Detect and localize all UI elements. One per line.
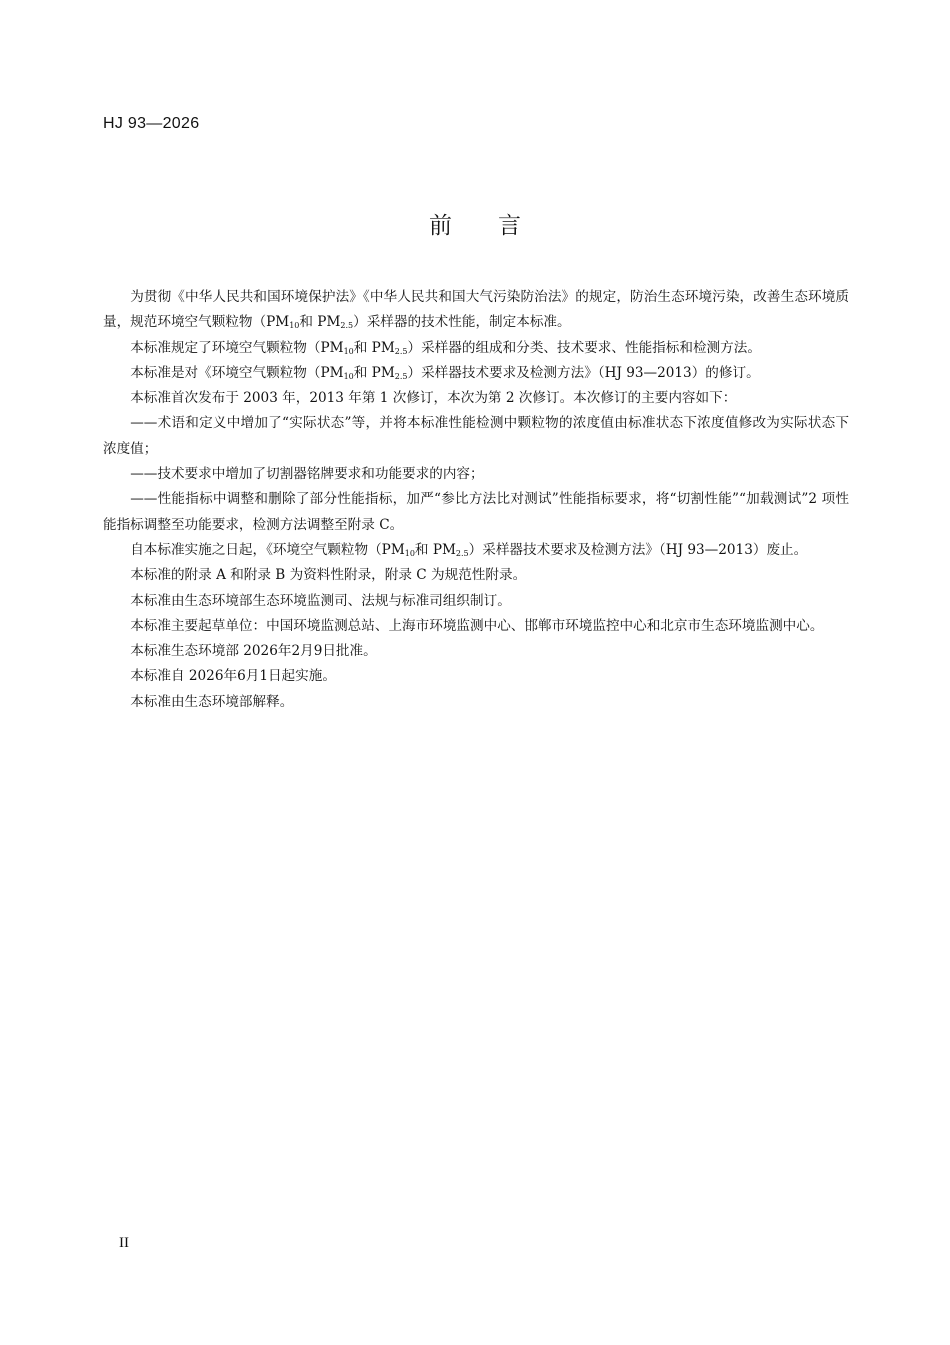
paragraph-drafters: 本标准主要起草单位：中国环境监测总站、上海市环境监测中心、邯郸市环境监控中心和北京市生态环境监测中心。 <box>130 617 824 634</box>
title-char-1: 前 <box>429 213 452 239</box>
paragraph-approval: 本标准生态环境部 2026年2月9日批准。 <box>130 643 377 660</box>
paragraph-change-3: ——性能指标中调整和删除了部分性能指标，加严“参比方法比对测试”性能指标要求，将“切割性能”“加载测试”2 项性能指标调整至功能要求，检测方法调整至附录 C。 <box>103 491 849 533</box>
paragraph-history: 本标准首次发布于 2003 年，2013 年第 1 次修订，本次为第 2 次修订。本次修订的主要内容如下： <box>130 390 737 407</box>
foreword-body <box>103 285 849 715</box>
paragraph-abolish: 自本标准实施之日起，《环境空气颗粒物（$PM_{10}$和 $PM_{2.5}$）采样器技术要求及检测方法》（HJ 93—2013）废止。 <box>130 541 808 558</box>
standard-code: HJ 93—2026 <box>103 115 200 132</box>
paragraph-change-1: ——术语和定义中增加了“实际状态”等，并将本标准性能检测中颗粒物的浓度值由标准状态下浓度值修改为实际状态下浓度值； <box>103 415 849 457</box>
paragraph-interpretation: 本标准由生态环境部解释。 <box>130 693 294 710</box>
paragraph-scope: 本标准规定了环境空气颗粒物（$PM_{10}$和 $PM_{2.5}$）采样器的组成和分类、技术要求、性能指标和检测方法。 <box>130 339 761 356</box>
title-char-2: 言 <box>498 213 521 239</box>
paragraph-purpose: 为贯彻《中华人民共和国环境保护法》《中华人民共和国大气污染防治法》的规定，防治生态环境污染，改善生态环境质量，规范环境空气颗粒物（$PM_{10}$和 $PM_{2.5}$）采样器的技术性能，制定本标准。 <box>103 289 849 331</box>
paragraph-effective: 本标准自 2026年6月1日起实施。 <box>130 668 336 685</box>
page-number: II <box>119 1235 129 1251</box>
paragraph-organizer: 本标准由生态环境部生态环境监测司、法规与标准司组织制订。 <box>130 592 511 609</box>
page-title <box>0 207 950 240</box>
paragraph-appendix: 本标准的附录 A 和附录 B 为资料性附录，附录 C 为规范性附录。 <box>130 567 527 584</box>
paragraph-revision: 本标准是对《环境空气颗粒物（$PM_{10}$和 $PM_{2.5}$）采样器技术要求及检测方法》（HJ 93—2013）的修订。 <box>130 364 760 381</box>
paragraph-change-2: ——技术要求中增加了切割器铭牌要求和功能要求的内容； <box>130 466 484 483</box>
